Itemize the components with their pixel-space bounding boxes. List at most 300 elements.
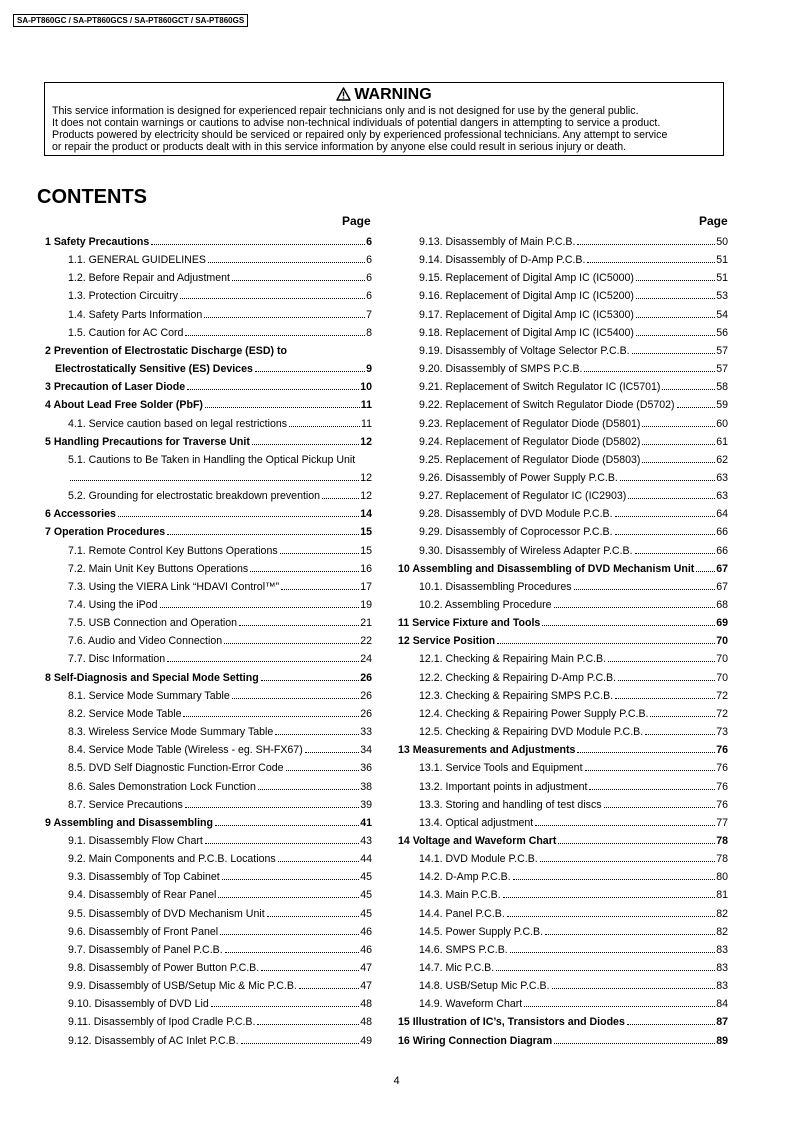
toc-subsection-entry	[419, 235, 728, 250]
toc-entry-title: 1.5. Caution for AC Cord	[68, 326, 184, 339]
toc-entry-page: 76	[716, 762, 728, 775]
toc-entry-title: 9.2. Main Components and P.C.B. Locations	[68, 853, 276, 866]
toc-entry-title: 7.4. Using the iPod	[68, 599, 158, 611]
toc-section-entry	[45, 525, 372, 540]
toc-entry-page: 48	[360, 998, 372, 1011]
toc-entry-page: 60	[716, 417, 728, 430]
dot-leader	[540, 861, 715, 862]
dot-leader	[636, 280, 715, 281]
toc-entry-title: 14.5. Power Supply P.C.B.	[419, 925, 544, 938]
toc-entry-title: 9.3. Disassembly of Top Cabinet	[68, 871, 220, 884]
toc-entry-title: 9.5. Disassembly of DVD Mechanism Unit	[68, 907, 265, 920]
warning-triangle-icon	[336, 87, 351, 101]
toc-entry-page: 19	[360, 599, 372, 611]
toc-section-entry	[398, 834, 728, 849]
toc-subsection-entry	[68, 253, 372, 268]
dot-leader	[585, 770, 716, 771]
toc-entry-title: 11 Service Fixture and Tools	[398, 617, 541, 630]
toc-entry-page: 63	[716, 471, 728, 484]
toc-entry-title: 9.17. Replacement of Digital Amp IC (IC5300)	[419, 308, 634, 321]
toc-entry-page: 15	[360, 526, 372, 539]
toc-section-entry	[398, 743, 728, 758]
dot-leader	[205, 407, 360, 408]
toc-entry-page: 33	[360, 726, 372, 739]
toc-entry-title: 9.27. Replacement of Regulator IC (IC2903)	[419, 490, 627, 503]
toc-entry-page: 84	[716, 998, 728, 1011]
toc-entry-title: 8.1. Service Mode Summary Table	[68, 689, 230, 702]
toc-entry-page: 21	[360, 617, 372, 630]
toc-entry-page: 10	[360, 381, 372, 394]
toc-entry-page: 76	[716, 744, 728, 757]
dot-leader	[696, 571, 715, 572]
dot-leader	[167, 534, 359, 535]
toc-entry-page: 72	[716, 689, 728, 702]
toc-entry-title: 15 Illustration of IC’s, Transistors and Diodes	[398, 1016, 625, 1029]
toc-entry-title: 9.10. Disassembly of DVD Lid	[68, 998, 209, 1011]
toc-subsection-entry	[419, 380, 728, 395]
toc-subsection-entry	[68, 598, 372, 613]
dot-leader	[183, 716, 359, 717]
toc-entry-title: 9.13. Disassembly of Main P.C.B.	[419, 236, 576, 248]
toc-entry-page: 14	[360, 508, 372, 521]
toc-entry-page: 67	[716, 562, 728, 575]
toc-entry-title: 14.8. USB/Setup Mic P.C.B.	[419, 980, 550, 993]
toc-entry-title: 12.1. Checking & Repairing Main P.C.B.	[419, 653, 607, 666]
toc-entry-title: 8 Self-Diagnosis and Special Mode Setting	[45, 671, 259, 684]
toc-entry-title: 7.3. Using the VIERA Link “HDAVI Control™”	[68, 580, 280, 593]
toc-entry-title: 1.3. Protection Circuitry	[68, 290, 179, 303]
dot-leader	[218, 897, 359, 898]
toc-entry-page: 6	[366, 272, 372, 285]
dot-leader	[642, 462, 715, 463]
toc-entry-page: 8	[366, 326, 372, 339]
toc-entry-page: 12	[360, 490, 372, 503]
toc-entry-title: 8.7. Service Precautions	[68, 798, 183, 811]
dot-leader	[642, 444, 715, 445]
toc-entry-page: 57	[716, 344, 728, 357]
toc-entry-title: 12.2. Checking & Repairing D-Amp P.C.B.	[419, 671, 617, 684]
toc-entry-title: 9.16. Replacement of Digital Amp IC (IC5200)	[419, 290, 634, 303]
toc-entry-page: 87	[716, 1016, 728, 1029]
toc-entry-page: 6	[366, 290, 372, 303]
toc-entry-page: 82	[716, 925, 728, 938]
toc-entry-page: 12	[360, 435, 372, 448]
toc-entry-title: 1.4. Safety Parts Information	[68, 308, 203, 321]
dot-leader	[535, 825, 715, 826]
toc-entry-title: 9.15. Replacement of Digital Amp IC (IC5000)	[419, 272, 634, 285]
toc-entry-page: 43	[360, 834, 372, 847]
toc-entry-page: 64	[716, 508, 728, 521]
dot-leader	[574, 589, 716, 590]
toc-entry-title: 8.2. Service Mode Table	[68, 707, 182, 720]
toc-section-entry	[398, 562, 728, 577]
toc-entry-page: 34	[360, 744, 372, 757]
warning-line: This service information is designed for experienced repair technicians only and is not designed for use by the general public.	[52, 105, 639, 117]
dot-leader	[628, 498, 715, 499]
toc-subsection-entry	[68, 417, 372, 432]
toc-subsection-entry	[419, 761, 728, 776]
toc-subsection-entry	[419, 888, 728, 903]
toc-entry-page: 80	[716, 871, 728, 884]
dot-leader	[584, 371, 715, 372]
toc-subsection-entry	[419, 344, 728, 359]
toc-subsection-entry	[419, 598, 728, 613]
toc-entry-page: 53	[716, 290, 728, 303]
toc-subsection-entry	[419, 961, 728, 976]
toc-entry-page: 83	[716, 943, 728, 956]
toc-subsection-entry	[419, 308, 728, 323]
warning-box	[44, 82, 724, 156]
dot-leader	[180, 298, 365, 299]
toc-subsection-entry	[68, 326, 372, 341]
dot-leader	[286, 770, 360, 771]
toc-entry-page: 26	[360, 671, 372, 684]
toc-entry-title: 5.1. Cautions to Be Taken in Handling the Optical Pickup Unit	[68, 453, 356, 466]
toc-subsection-entry	[68, 489, 372, 504]
warning-line: or repair the product or products dealt with in this service information by anyone else could result in serious injury or death.	[52, 141, 627, 153]
toc-entry-title: 9.6. Disassembly of Front Panel	[68, 925, 219, 938]
dot-leader	[160, 607, 360, 608]
toc-entry-title: 3 Precaution of Laser Diode	[45, 381, 186, 394]
toc-subsection-entry	[419, 979, 728, 994]
toc-entry-page: 70	[716, 653, 728, 666]
toc-entry-page: 7	[366, 308, 372, 321]
dot-leader	[542, 625, 715, 626]
toc-subsection-entry	[419, 870, 728, 885]
toc-entry-title: 9.18. Replacement of Digital Amp IC (IC5400)	[419, 326, 634, 339]
toc-subsection-entry	[68, 1034, 372, 1049]
toc-entry-page: 67	[716, 580, 728, 593]
toc-entry-title: 9.8. Disassembly of Power Button P.C.B.	[68, 962, 260, 974]
dot-leader	[620, 480, 715, 481]
toc-entry-page: 63	[716, 490, 728, 503]
toc-entry-page: 62	[716, 453, 728, 466]
toc-entry-title: 9.30. Disassembly of Wireless Adapter P.C.B.	[419, 544, 633, 557]
toc-subsection-entry	[68, 271, 372, 286]
dot-leader	[635, 553, 716, 554]
toc-entry-title: 13 Measurements and Adjustments	[398, 744, 576, 757]
toc-entry-page: 89	[716, 1034, 728, 1047]
toc-entry-page: 17	[360, 580, 372, 593]
dot-leader	[261, 680, 360, 681]
toc-entry-title: 12.4. Checking & Repairing Power Supply P.C.B.	[419, 707, 649, 720]
toc-entry-title: 10.2. Assembling Procedure	[419, 599, 552, 611]
toc-entry-page: 15	[360, 544, 372, 557]
toc-entry-title: 8.6. Sales Demonstration Lock Function	[68, 780, 256, 793]
toc-section-entry	[45, 816, 372, 831]
toc-entry-page: 81	[716, 889, 728, 902]
toc-entry-title: 14 Voltage and Waveform Chart	[398, 834, 557, 847]
toc-subsection-entry	[419, 671, 728, 686]
dot-leader	[577, 752, 715, 753]
model-header: SA-PT860GC / SA-PT860GCS / SA-PT860GCT / SA-PT860GS	[13, 14, 248, 27]
toc-entry-title: 12.3. Checking & Repairing SMPS P.C.B.	[419, 689, 614, 702]
dot-leader	[618, 680, 715, 681]
toc-entry-page: 61	[716, 435, 728, 448]
toc-entry-page: 70	[716, 635, 728, 648]
dot-leader	[589, 789, 715, 790]
toc-entry-title: 7.2. Main Unit Key Buttons Operations	[68, 562, 249, 575]
toc-entry-title: 13.3. Storing and handling of test discs	[419, 798, 602, 811]
toc-entry-title: 1 Safety Precautions	[45, 236, 150, 248]
toc-section-entry	[55, 362, 372, 377]
dot-leader	[503, 897, 716, 898]
toc-section-entry	[45, 671, 372, 686]
toc-entry-title: 9.29. Disassembly of Coprocessor P.C.B.	[419, 526, 613, 539]
toc-entry-title: 12 Service Position	[398, 635, 496, 648]
dot-leader	[552, 988, 716, 989]
toc-entry-page: 11	[360, 399, 372, 412]
toc-subsection-entry	[419, 997, 728, 1012]
toc-section-entry	[45, 344, 372, 359]
toc-subsection-entry	[68, 544, 372, 559]
dot-leader	[322, 498, 359, 499]
toc-entry-page: 66	[716, 544, 728, 557]
dot-leader	[205, 843, 359, 844]
toc-section-entry	[45, 235, 372, 250]
toc-subsection-entry	[419, 580, 728, 595]
toc-entry-title: 9.25. Replacement of Regulator Diode (D5803)	[419, 453, 641, 466]
toc-entry-page: 50	[716, 236, 728, 248]
toc-entry-title: 9.26. Disassembly of Power Supply P.C.B.	[419, 471, 618, 484]
toc-subsection-entry	[68, 1015, 372, 1030]
toc-entry-page: 49	[360, 1034, 372, 1047]
toc-subsection-entry	[68, 689, 372, 704]
dot-leader	[632, 353, 716, 354]
toc-entry-page: 47	[360, 962, 372, 974]
toc-entry-title: 8.4. Service Mode Table (Wireless - eg. SH-FX67)	[68, 744, 303, 757]
toc-subsection-entry	[68, 943, 372, 958]
dot-leader	[299, 988, 359, 989]
dot-leader	[185, 335, 365, 336]
dot-leader	[215, 825, 359, 826]
toc-subsection-entry	[419, 271, 728, 286]
dot-leader	[642, 426, 715, 427]
toc-subsection-entry	[419, 689, 728, 704]
dot-leader	[258, 789, 359, 790]
toc-entry-title: 7.6. Audio and Video Connection	[68, 635, 223, 648]
toc-subsection-entry	[68, 308, 372, 323]
toc-subsection-entry	[419, 525, 728, 540]
toc-entry-title: 9.19. Disassembly of Voltage Selector P.C.B.	[419, 344, 630, 357]
toc-section-entry	[45, 380, 372, 395]
toc-entry-page: 56	[716, 326, 728, 339]
toc-entry-title: 9.14. Disassembly of D-Amp P.C.B.	[419, 254, 586, 267]
dot-leader	[558, 843, 715, 844]
toc-entry-page: 44	[360, 853, 372, 866]
toc-entry-page: 78	[716, 834, 728, 847]
toc-entry-page: 26	[360, 707, 372, 720]
toc-entry-title: 8.3. Wireless Service Mode Summary Table	[68, 726, 274, 739]
dot-leader	[587, 262, 715, 263]
toc-subsection-entry	[419, 816, 728, 831]
toc-entry-page: 47	[360, 980, 372, 993]
toc-entry-title: 9 Assembling and Disassembling	[45, 816, 213, 829]
toc-entry-title: 1.1. GENERAL GUIDELINES	[68, 254, 206, 267]
toc-entry-page: 82	[716, 907, 728, 920]
toc-entry-title: 12.5. Checking & Repairing DVD Module P.C.B.	[419, 726, 644, 739]
toc-entry-title: 4 About Lead Free Solder (PbF)	[45, 399, 203, 412]
toc-subsection-entry	[68, 888, 372, 903]
toc-section-entry	[398, 616, 728, 631]
toc-entry-title: 13.2. Important points in adjustment	[419, 780, 588, 793]
toc-entry-title: 7.5. USB Connection and Operation	[68, 617, 238, 630]
toc-entry-title: 9.24. Replacement of Regulator Diode (D5802)	[419, 435, 641, 448]
toc-entry-page: 51	[716, 272, 728, 285]
toc-subsection-entry	[68, 743, 372, 758]
dot-leader	[204, 317, 365, 318]
toc-subsection-entry	[419, 544, 728, 559]
dot-leader	[167, 661, 359, 662]
dot-leader	[604, 807, 716, 808]
toc-entry-title: 9.1. Disassembly Flow Chart	[68, 834, 203, 847]
dot-leader	[636, 335, 715, 336]
toc-subsection-entry	[419, 362, 728, 377]
toc-entry-title: 9.21. Replacement of Switch Regulator IC (IC5701)	[419, 381, 661, 394]
toc-subsection-entry	[68, 852, 372, 867]
toc-subsection-entry	[68, 997, 372, 1012]
toc-entry-title: 9.9. Disassembly of USB/Setup Mic & Mic P.C.B.	[68, 980, 297, 993]
toc-subsection-entry	[68, 979, 372, 994]
dot-leader	[305, 752, 359, 753]
toc-entry-title: 14.7. Mic P.C.B.	[419, 962, 495, 974]
toc-subsection-entry	[68, 580, 372, 595]
toc-entry-page: 6	[366, 254, 372, 267]
toc-entry-page: 58	[716, 381, 728, 394]
warning-line: Products powered by electricity should be serviced or repaired only by experienced professional technicians. Any attempt to service	[52, 129, 668, 141]
toc-subsection-entry	[68, 289, 372, 304]
toc-entry-title: 13.1. Service Tools and Equipment	[419, 762, 583, 775]
dot-leader	[187, 389, 359, 390]
dot-leader	[232, 698, 359, 699]
toc-section-entry	[45, 435, 372, 450]
toc-entry-page: 38	[360, 780, 372, 793]
toc-entry-title: 14.2. D-Amp P.C.B.	[419, 871, 511, 884]
toc-subsection-entry	[419, 780, 728, 795]
toc-entry-title: 14.4. Panel P.C.B.	[419, 907, 505, 920]
toc-section-entry	[398, 634, 728, 649]
toc-subsection-entry	[68, 652, 372, 667]
toc-entry-page: 57	[716, 363, 728, 376]
toc-entry-title: 1.2. Before Repair and Adjustment	[68, 272, 230, 285]
dot-leader	[524, 1006, 715, 1007]
toc-entry-title: Electrostatically Sensitive (ES) Devices	[55, 363, 253, 376]
dot-leader	[255, 371, 365, 372]
toc-subsection-entry	[68, 634, 372, 649]
dot-leader	[554, 1043, 715, 1044]
toc-entry-title: 16 Wiring Connection Diagram	[398, 1034, 553, 1047]
toc-entry-title: 6 Accessories	[45, 508, 116, 521]
dot-leader	[261, 970, 359, 971]
toc-entry-title: 9.7. Disassembly of Panel P.C.B.	[68, 943, 223, 956]
page-column-label-left: Page	[342, 214, 371, 228]
dot-leader	[241, 1043, 360, 1044]
dot-leader	[615, 516, 716, 517]
dot-leader	[239, 625, 359, 626]
toc-entry-page: 66	[716, 526, 728, 539]
toc-subsection-entry	[419, 326, 728, 341]
toc-entry-title: 14.9. Waveform Chart	[419, 998, 523, 1011]
toc-entry-title: 7.7. Disc Information	[68, 653, 166, 666]
toc-entry-page: 76	[716, 780, 728, 793]
dot-leader	[627, 1024, 715, 1025]
toc-subsection-entry	[68, 870, 372, 885]
warning-title-text: WARNING	[354, 86, 432, 103]
toc-subsection-entry	[419, 435, 728, 450]
toc-entry-title: 14.1. DVD Module P.C.B.	[419, 853, 538, 866]
dot-leader	[608, 661, 715, 662]
dot-leader	[252, 444, 359, 445]
dot-leader	[645, 734, 715, 735]
toc-subsection-entry	[68, 925, 372, 940]
dot-leader	[267, 916, 360, 917]
dot-leader	[513, 879, 716, 880]
toc-entry-page: 78	[716, 853, 728, 866]
toc-entry-title: 9.11. Disassembly of Ipod Cradle P.C.B.	[68, 1016, 256, 1029]
dot-leader	[211, 1006, 359, 1007]
toc-subsection-entry	[68, 616, 372, 631]
toc-entry-title: 7 Operation Procedures	[45, 526, 166, 539]
toc-entry-page: 6	[366, 236, 372, 248]
toc-entry-page: 83	[716, 980, 728, 993]
toc-entry-page: 46	[360, 943, 372, 956]
toc-section-entry	[398, 1015, 728, 1030]
toc-section-entry	[398, 1034, 728, 1049]
dot-leader	[677, 407, 716, 408]
dot-leader	[281, 589, 359, 590]
toc-subsection-entry	[68, 961, 372, 976]
dot-leader	[224, 643, 359, 644]
toc-entry-page: 76	[716, 798, 728, 811]
dot-leader	[185, 807, 359, 808]
dot-leader	[554, 607, 716, 608]
toc-subsection-entry	[419, 471, 728, 486]
dot-leader	[636, 317, 715, 318]
toc-entry-page: 16	[360, 562, 372, 575]
toc-subsection-entry	[419, 453, 728, 468]
dot-leader	[118, 516, 359, 517]
toc-entry-page: 45	[360, 889, 372, 902]
toc-entry-title: 9.4. Disassembly of Rear Panel	[68, 889, 217, 902]
dot-leader	[225, 952, 360, 953]
toc-entry-title: 10.1. Disassembling Procedures	[419, 580, 572, 593]
toc-entry-title: 5 Handling Precautions for Traverse Unit	[45, 435, 250, 448]
toc-entry-title: 14.3. Main P.C.B.	[419, 889, 501, 902]
toc-subsection-entry	[68, 453, 372, 468]
dot-leader	[545, 934, 715, 935]
toc-subsection-entry	[419, 798, 728, 813]
dot-leader	[636, 298, 715, 299]
toc-entry-title: 4.1. Service caution based on legal restrictions	[68, 417, 288, 430]
toc-entry-page: 77	[716, 816, 728, 829]
dot-leader	[662, 389, 715, 390]
toc-entry-page: 11	[361, 417, 372, 430]
dot-leader	[70, 480, 359, 481]
toc-subsection-entry	[419, 489, 728, 504]
toc-entry-page: 72	[716, 707, 728, 720]
dot-leader	[220, 934, 359, 935]
toc-entry-title: 8.5. DVD Self Diagnostic Function-Error Code	[68, 762, 284, 775]
toc-entry-page: 46	[360, 925, 372, 938]
toc-entry-page: 48	[360, 1016, 372, 1029]
toc-entry-page: 22	[360, 635, 372, 648]
toc-subsection-entry	[68, 562, 372, 577]
toc-subsection-entry	[419, 725, 728, 740]
dot-leader	[222, 879, 359, 880]
toc-entry-title: 10 Assembling and Disassembling of DVD Mechanism Unit	[398, 562, 695, 575]
toc-subsection-entry	[68, 761, 372, 776]
toc-entry-page: 9	[366, 363, 372, 376]
